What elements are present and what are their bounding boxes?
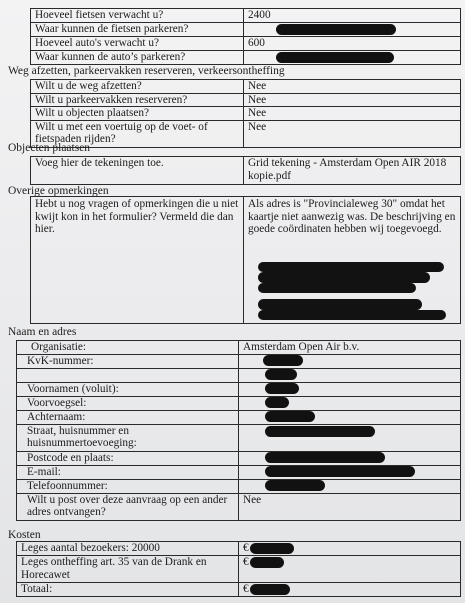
redacted-value xyxy=(239,465,461,479)
redaction-bar xyxy=(258,299,422,310)
question-label: Hoeveel fietsen verwacht u? xyxy=(31,9,244,23)
field-label: Voorvoegsel: xyxy=(17,396,239,410)
redacted-value xyxy=(239,354,461,368)
fee-label: Leges ontheffing art. 35 van de Drank en Horecawet xyxy=(17,556,239,583)
field-label: KvK-nummer: xyxy=(17,354,239,368)
field-label: Voornamen (voluit): xyxy=(17,382,239,396)
question-label: Wilt u met een voertuig op de voet- of fietspaden rijden? xyxy=(31,120,244,147)
objects-table xyxy=(30,156,461,185)
section-heading: Overige opmerkingen xyxy=(8,185,109,197)
answer-value: Nee xyxy=(244,80,461,94)
question-label: Wilt u objecten plaatsen? xyxy=(31,107,244,121)
organisation-label: Organisatie: xyxy=(17,341,239,355)
currency-symbol: € xyxy=(243,542,249,554)
remarks-answer: Als adres is "Provincialeweg 30" omdat het kaartje niet aanwezig was. De beschrijving en goede coördinaten hebben wij toegevoegd. xyxy=(244,197,461,324)
redacted-value xyxy=(239,396,461,410)
answer-value: Nee xyxy=(244,107,461,121)
field-label: E-mail: xyxy=(17,465,239,479)
fee-value xyxy=(239,556,461,583)
redacted-answer xyxy=(244,51,461,65)
fee-label: Totaal: xyxy=(17,583,239,597)
costs-table xyxy=(16,541,461,597)
redaction-bar xyxy=(258,310,446,320)
drawing-filename: Grid tekening - Amsterdam Open AIR 2018 kopie.pdf xyxy=(244,157,461,185)
answer-value: 600 xyxy=(244,37,461,51)
redaction-bar xyxy=(258,272,430,283)
counts-table xyxy=(30,8,461,65)
redaction-bar xyxy=(258,262,444,272)
field-label xyxy=(17,368,239,382)
question-label: Wilt u parkeervakken reserveren? xyxy=(31,93,244,107)
redacted-value xyxy=(239,479,461,493)
field-label: Wilt u post over deze aanvraag op een ander adres ontvangen? xyxy=(17,493,239,520)
redacted-value xyxy=(239,451,461,465)
redacted-value xyxy=(239,410,461,424)
redaction-bar xyxy=(258,283,416,293)
answer-value: Nee xyxy=(244,120,461,147)
redacted-value xyxy=(239,368,461,382)
section-heading: Naam en adres xyxy=(8,326,77,338)
answer-value: Nee xyxy=(244,93,461,107)
redacted-answer xyxy=(244,23,461,37)
field-label: Postcode en plaats: xyxy=(17,451,239,465)
question-label: Waar kunnen de fietsen parkeren? xyxy=(31,23,244,37)
field-label: Telefoonnummer: xyxy=(17,479,239,493)
question-label: Hoeveel auto's verwacht u? xyxy=(31,37,244,51)
field-label: Straat, huisnummer en huisnummertoevoeging: xyxy=(17,424,239,451)
drawings-label: Voeg hier de tekeningen toe. xyxy=(31,157,244,185)
currency-symbol: € xyxy=(243,583,249,595)
currency-symbol: € xyxy=(243,556,249,568)
question-label: Wilt u de weg afzetten? xyxy=(31,80,244,94)
answer-value: 2400 xyxy=(244,9,461,23)
organisation-value: Amsterdam Open Air b.v. xyxy=(239,341,461,355)
remarks-question: Hebt u nog vragen of opmerkingen die u niet kwijt kon in het formulier? Vermeld die dan hier. xyxy=(31,197,244,324)
section-heading: Kosten xyxy=(8,529,41,541)
redacted-value xyxy=(239,424,461,451)
fee-label: Leges aantal bezoekers: 20000 xyxy=(17,542,239,556)
question-label: Waar kunnen de auto’s parkeren? xyxy=(31,51,244,65)
redacted-value xyxy=(239,382,461,396)
name-address-table xyxy=(16,340,461,521)
section-heading: Objecten plaatsen xyxy=(8,142,91,154)
fee-value xyxy=(239,583,461,597)
answer-value: Nee xyxy=(239,493,461,520)
fee-value xyxy=(239,542,461,556)
road-table xyxy=(30,79,461,148)
field-label: Achternaam: xyxy=(17,410,239,424)
section-heading: Weg afzetten, parkeervakken reserveren, verkeersontheffing xyxy=(8,65,285,77)
